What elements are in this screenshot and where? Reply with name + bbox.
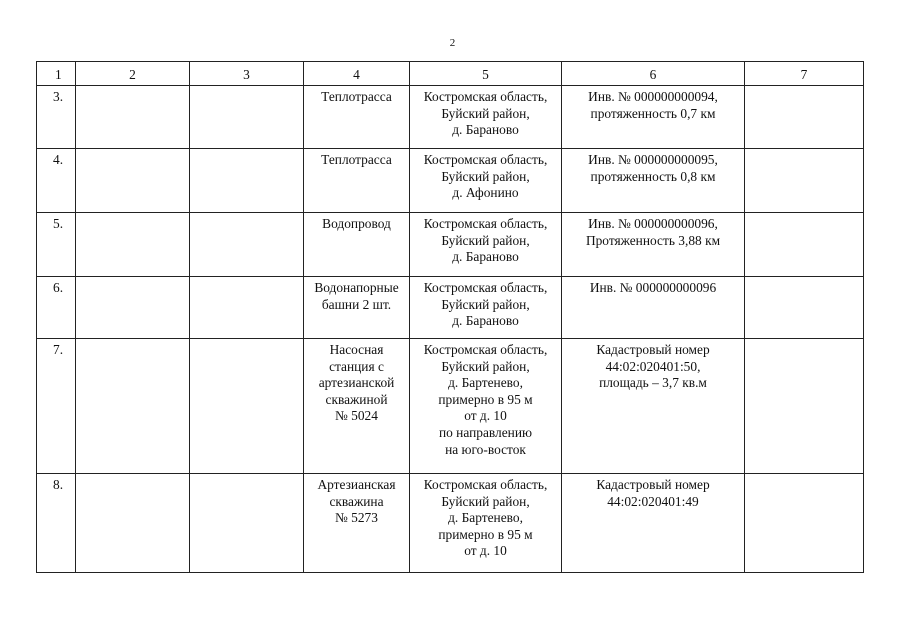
object-info: Инв. № 000000000095, протяженность 0,8 км bbox=[562, 149, 745, 213]
cell-col3 bbox=[190, 339, 304, 474]
table-row bbox=[37, 339, 864, 474]
column-header-6: 6 bbox=[562, 62, 745, 86]
cell-col2 bbox=[76, 474, 190, 573]
column-header-1: 1 bbox=[37, 62, 76, 86]
column-header-3: 3 bbox=[190, 62, 304, 86]
table-header-row bbox=[37, 62, 864, 86]
table-row bbox=[37, 86, 864, 149]
column-header-5: 5 bbox=[410, 62, 562, 86]
object-name: Теплотрасса bbox=[304, 149, 410, 213]
object-name: Насосная станция с артезианской скважиной № 5024 bbox=[304, 339, 410, 474]
row-number: 3. bbox=[37, 86, 76, 149]
cell-col3 bbox=[190, 86, 304, 149]
row-number: 7. bbox=[37, 339, 76, 474]
cell-col3 bbox=[190, 277, 304, 339]
object-address: Костромская область, Буйский район, д. Бараново bbox=[410, 86, 562, 149]
row-number: 5. bbox=[37, 213, 76, 277]
object-info: Инв. № 000000000096, Протяженность 3,88 км bbox=[562, 213, 745, 277]
object-info: Кадастровый номер 44:02:020401:49 bbox=[562, 474, 745, 573]
cell-col3 bbox=[190, 213, 304, 277]
column-header-4: 4 bbox=[304, 62, 410, 86]
cell-col3 bbox=[190, 474, 304, 573]
table-row bbox=[37, 277, 864, 339]
column-header-7: 7 bbox=[745, 62, 864, 86]
page-number: 2 bbox=[449, 37, 456, 49]
table-row bbox=[37, 213, 864, 277]
cell-col7 bbox=[745, 149, 864, 213]
cell-col7 bbox=[745, 339, 864, 474]
object-name: Водонапорные башни 2 шт. bbox=[304, 277, 410, 339]
table-row bbox=[37, 474, 864, 573]
object-address: Костромская область, Буйский район, д. Бартенево, примерно в 95 м от д. 10 bbox=[410, 474, 562, 573]
cell-col2 bbox=[76, 86, 190, 149]
cell-col2 bbox=[76, 213, 190, 277]
row-number: 8. bbox=[37, 474, 76, 573]
cell-col2 bbox=[76, 149, 190, 213]
cell-col2 bbox=[76, 277, 190, 339]
object-info: Инв. № 000000000096 bbox=[562, 277, 745, 339]
property-table bbox=[36, 61, 864, 573]
object-info: Кадастровый номер 44:02:020401:50, площадь – 3,7 кв.м bbox=[562, 339, 745, 474]
column-header-2: 2 bbox=[76, 62, 190, 86]
object-name: Теплотрасса bbox=[304, 86, 410, 149]
row-number: 6. bbox=[37, 277, 76, 339]
cell-col3 bbox=[190, 149, 304, 213]
cell-col7 bbox=[745, 474, 864, 573]
table-row bbox=[37, 149, 864, 213]
object-address: Костромская область, Буйский район, д. Афонино bbox=[410, 149, 562, 213]
cell-col7 bbox=[745, 213, 864, 277]
object-name: Артезианская скважина № 5273 bbox=[304, 474, 410, 573]
object-address: Костромская область, Буйский район, д. Бараново bbox=[410, 277, 562, 339]
cell-col2 bbox=[76, 339, 190, 474]
object-address: Костромская область, Буйский район, д. Бартенево, примерно в 95 м от д. 10 по направлению на юго-восток bbox=[410, 339, 562, 474]
cell-col7 bbox=[745, 277, 864, 339]
cell-col7 bbox=[745, 86, 864, 149]
object-address: Костромская область, Буйский район, д. Бараново bbox=[410, 213, 562, 277]
row-number: 4. bbox=[37, 149, 76, 213]
object-info: Инв. № 000000000094, протяженность 0,7 км bbox=[562, 86, 745, 149]
object-name: Водопровод bbox=[304, 213, 410, 277]
